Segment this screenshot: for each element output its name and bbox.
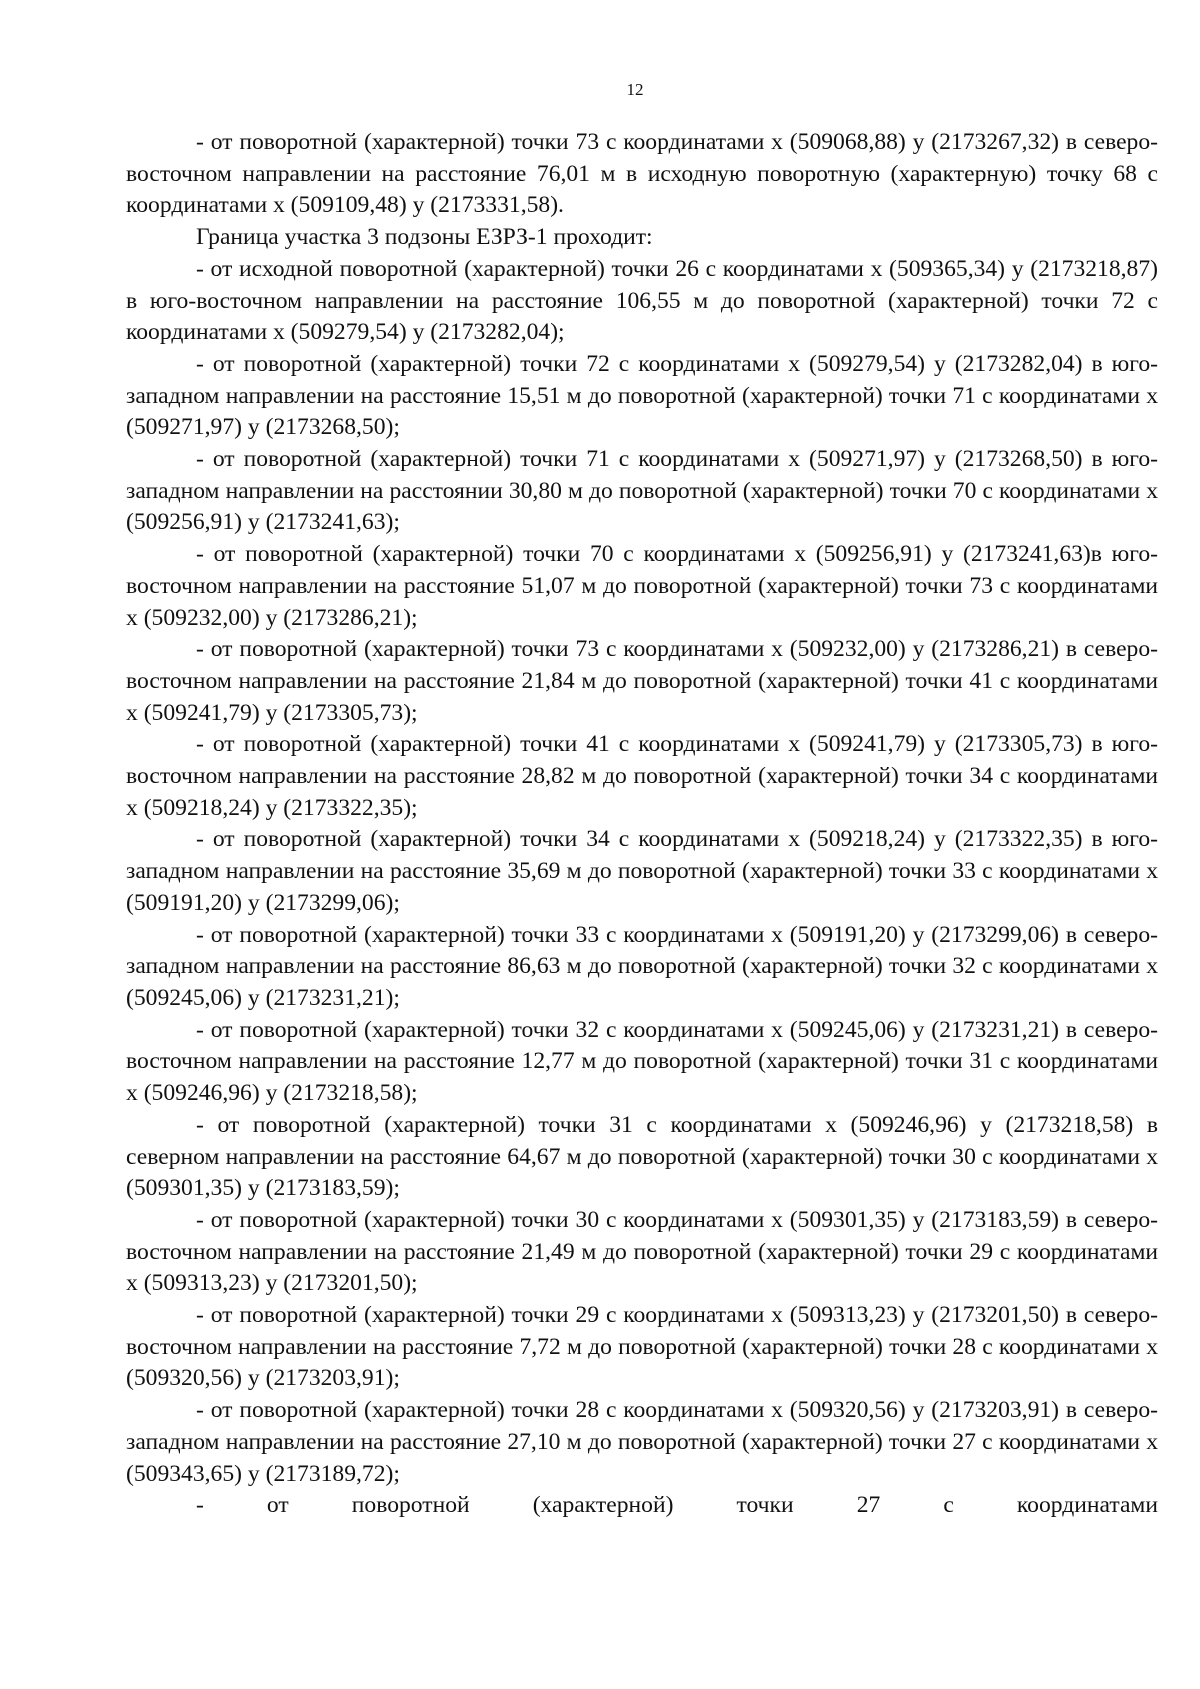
paragraph-boundary-segment: - от поворотной (характерной) точки 41 с координатами х (509241,79) у (2173305,73) в юго-восточном направлении на расстояние 28,82 м до поворотной (характерной) точки 34 с координатами х (509218,24) у (2173322,35); (126, 731, 1158, 821)
document-body (126, 127, 1158, 1522)
paragraph-boundary-segment: - от поворотной (характерной) точки 73 с координатами х (509068,88) у (2173267,32) в северо-восточном направлении на расстояние 76,01 м в исходную поворотную (характерную) точку 68 с координатами х (509109,48) у (2173331,58). (126, 129, 1158, 219)
page-number: 12 (626, 80, 644, 99)
paragraph-boundary-segment: - от поворотной (характерной) точки 71 с координатами х (509271,97) у (2173268,50) в юго-западном направлении на расстоянии 30,80 м до поворотной (характерной) точки 70 с координатами х (509256,91) у (2173241,63); (126, 446, 1158, 536)
paragraph-boundary-segment: - от поворотной (характерной) точки 28 с координатами х (509320,56) у (2173203,91) в северо-западном направлении на расстояние 27,10 м до поворотной (характерной) точки 27 с координатами х (509343,65) у (2173189,72); (126, 1397, 1158, 1487)
paragraph-boundary-segment: - от поворотной (характерной) точки 32 с координатами х (509245,06) у (2173231,21) в северо-восточном направлении на расстояние 12,77 м до поворотной (характерной) точки 31 с координатами х (509246,96) у (2173218,58); (126, 1016, 1158, 1107)
paragraph-boundary-segment: - от поворотной (характерной) точки 34 с координатами х (509218,24) у (2173322,35) в юго-западном направлении на расстояние 35,69 м до поворотной (характерной) точки 33 с координатами х (509191,20) у (2173299,06); (126, 826, 1158, 916)
paragraph-boundary-segment-continued: - от поворотной (характерной) точки 27 с координатами (196, 1492, 1158, 1519)
paragraph-boundary-segment: - от поворотной (характерной) точки 72 с координатами х (509279,54) у (2173282,04) в юго-западном направлении на расстояние 15,51 м до поворотной (характерной) точки 71 с координатами х (509271,97) у (2173268,50); (126, 350, 1158, 441)
section-heading: Граница участка 3 подзоны ЕЗРЗ-1 проходит: (196, 224, 653, 251)
paragraph-boundary-segment: - от поворотной (характерной) точки 70 с координатами х (509256,91) у (2173241,63)в юго-восточном направлении на расстояние 51,07 м до поворотной (характерной) точки 73 с координатами х (509232,00) у (2173286,21); (126, 541, 1158, 631)
paragraph-boundary-segment: - от поворотной (характерной) точки 29 с координатами х (509313,23) у (2173201,50) в северо-восточном направлении на расстояние 7,72 м до поворотной (характерной) точки 28 с координатами х (509320,56) у (2173203,91); (126, 1302, 1158, 1392)
paragraph-boundary-segment: - от поворотной (характерной) точки 31 с координатами х (509246,96) у (2173218,58) в северном направлении на расстояние 64,67 м до поворотной (характерной) точки 30 с координатами х (509301,35) у (2173183,59); (126, 1111, 1158, 1202)
paragraph-boundary-segment: - от исходной поворотной (характерной) точки 26 с координатами х (509365,34) у (2173218,87) в юго-восточном направлении на расстояние 106,55 м до поворотной (характерной) точки 72 с координатами х (509279,54) у (2173282,04); (126, 255, 1158, 346)
paragraph-boundary-segment: - от поворотной (характерной) точки 30 с координатами х (509301,35) у (2173183,59) в северо-восточном направлении на расстояние 21,49 м до поворотной (характерной) точки 29 с координатами х (509313,23) у (2173201,50); (126, 1206, 1158, 1297)
paragraph-boundary-segment: - от поворотной (характерной) точки 33 с координатами х (509191,20) у (2173299,06) в северо-западном направлении на расстояние 86,63 м до поворотной (характерной) точки 32 с координатами х (509245,06) у (2173231,21); (126, 921, 1158, 1011)
paragraph-boundary-segment: - от поворотной (характерной) точки 73 с координатами х (509232,00) у (2173286,21) в северо-восточном направлении на расстояние 21,84 м до поворотной (характерной) точки 41 с координатами х (509241,79) у (2173305,73); (126, 636, 1158, 726)
